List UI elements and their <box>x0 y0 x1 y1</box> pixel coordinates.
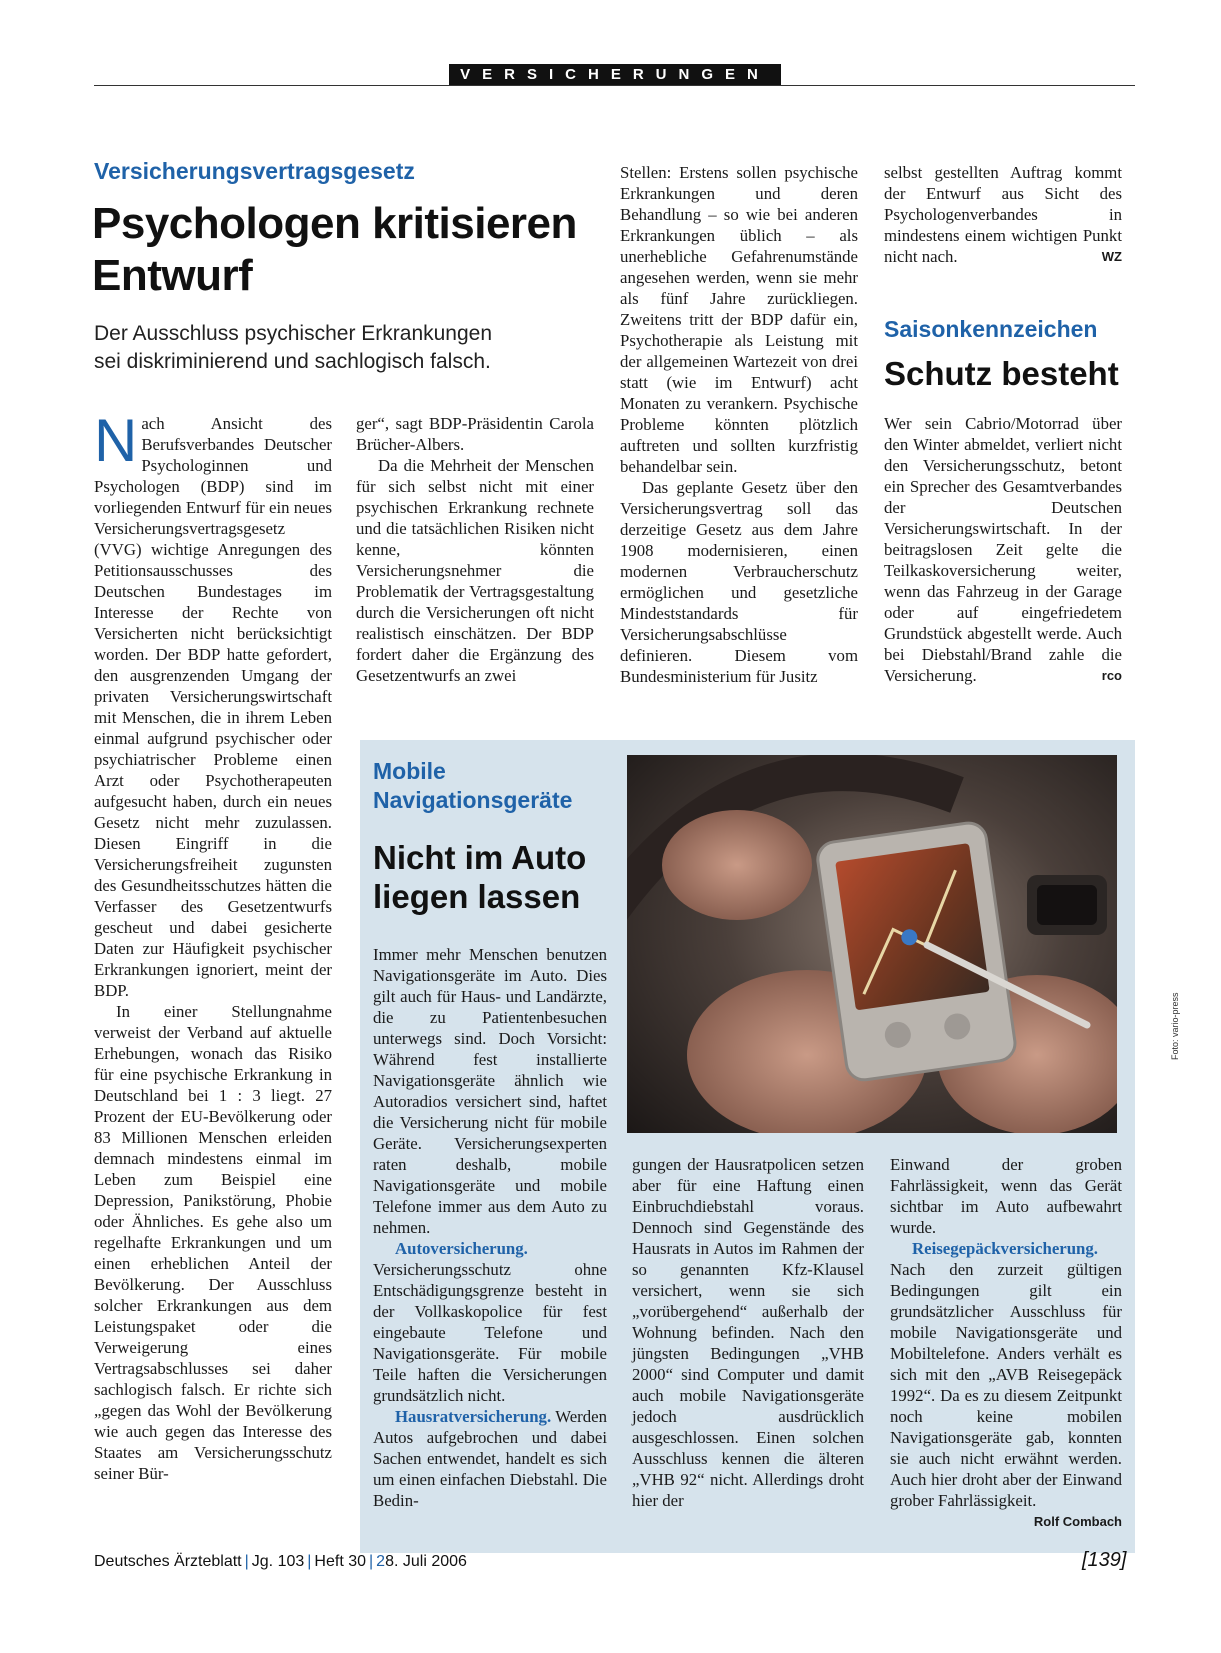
article3-headline <box>373 838 586 916</box>
article1-col1-paragraph2: In einer Stellungnahme verweist der Verband auf aktuelle Erhebungen, wonach das Risiko für eine psychische Erkrankung in Deutschland bei 1 : 3 liegt. 27 Prozent der EU-Bevölkerung oder 83 Millionen Menschen erleiden demnach mindestens einmal im Leben zum Beispiel eine Depression, Panikstörung, Phobie oder Ähnliches. Es gehe also um regelhafte Erkrankungen und um einen erheblichen Anteil der Bevölkerung. Der Ausschluss solcher Erkrankungen aus dem Leistungspaket oder die Verweigerung eines Vertragsabschlusses sei daher sachlogisch falsch. Er richte sich „gegen das Wohl der Bevölkerung wie auch gegen das Interesse des Staates am Versicherungsschutz seiner Bür- <box>94 1002 332 1483</box>
article1-deck <box>94 320 492 376</box>
autoversicherung-heading: Autoversicherung. <box>395 1239 528 1258</box>
article3-col2-paragraph1: gungen der Hausratpolicen setzen aber für eine Haftung einen Einbruchdiebstahl voraus. Dennoch sind Gegenstände des Hausrats in Autos im Rahmen der so genannten Kfz-Klausel versichert, wenn sie sich „vorübergehend“ außerhalb der Wohnung befinden. Nach den jüngsten Bedingungen „VHB 2000“ sind Computer und damit auch mobile Navigationsgeräte jedoch ausdrücklich ausgeschlossen. Einen solchen Ausschluss kennen die älteren „VHB 92“ nicht. Allerdings droht hier der <box>632 1155 864 1510</box>
footer-journal: Deutsches Ärzteblatt <box>94 1553 242 1570</box>
article3-column-2 <box>632 1154 864 1511</box>
article3-headline-line2: liegen lassen <box>373 878 581 915</box>
article1-column-2 <box>356 413 594 686</box>
article1-column-4 <box>884 162 1122 267</box>
article1-col2-paragraph2: Da die Mehrheit der Menschen für sich selbst nicht mit einer psychischen Erkrankung rechnete und die tatsächlichen Risiken nicht kenne, könnten Versicherungsnehmer die Problematik der Vertragsgestaltung durch die Versicherungen oft nicht realistisch einschätzen. Der BDP fordert daher die Ergänzung des Gesetzentwurfs an zwei <box>356 456 594 685</box>
article3-col1-paragraph2: Versicherungsschutz ohne Entschädigungsgrenze besteht in der Vollkaskopolice für fest eingebaute Telefone und Navigationsgeräte. Für mobile Teile haften die Versicherungen grundsätzlich nicht. <box>373 1260 607 1405</box>
article1-signature: WZ <box>1101 249 1122 264</box>
article1-col4-paragraph1: selbst gestellten Auftrag kommt der Entwurf aus Sicht des Psychologenverbandes in mindestens einem wichtigen Punkt nicht nach. <box>884 163 1122 266</box>
photo-illustration <box>627 755 1117 1133</box>
article1-headline-line1: Psychologen kritisieren <box>92 199 577 248</box>
hausratversicherung-heading: Hausratversicherung. <box>395 1407 552 1426</box>
navigation-device-photo <box>627 755 1117 1133</box>
footer-citation: Deutsches Ärzteblatt | Jg. 103 | Heft 30 | 28. Juli 2006 <box>94 1553 467 1570</box>
article2-kicker: Saisonkennzeichen <box>884 316 1098 342</box>
article1-col3-paragraph2: Das geplante Gesetz über den Versicherungsvertrag soll das derzeitige Gesetz aus dem Jahre 1908 modernisieren, einen modernen Verbraucherschutz ermöglichen und gesetzliche Mindeststandards für Versicherungsabschlüsse definieren. Diesem vom Bundesministerium für Jusitz <box>620 478 858 686</box>
article3-kicker <box>373 757 572 815</box>
article3-signature: Rolf Combach <box>1033 1514 1122 1529</box>
article3-col3-paragraph1: Einwand der groben Fahrlässigkeit, wenn das Gerät sichtbar im Auto aufbewahrt wurde. <box>890 1155 1122 1237</box>
footer-date-highlight: 2 <box>376 1553 386 1570</box>
article1-deck-line1: Der Ausschluss psychischer Erkrankungen <box>94 322 493 345</box>
article1-column-1 <box>94 407 332 1484</box>
article3-kicker-line1: Mobile <box>373 758 446 784</box>
dropcap: N <box>94 407 138 474</box>
article2-body <box>884 413 1122 686</box>
article1-col1-paragraph1: ach Ansicht des Berufsverbandes Deutscher Psychologinnen und Psychologen (BDP) sind im vorliegenden Entwurf für ein neues Versicherungsvertragsgesetz (VVG) wichtige Anregungen des Petitionsausschusses des Deutschen Bundestages im Interesse der Rechte von Versicherten nicht berücksichtigt worden. Der BDP hatte gefordert, den ausgrenzenden Umgang der privaten Versicherungswirtschaft mit Menschen, die in ihrem Leben einmal aufgrund psychischer oder psychiatrischer Probleme einen Arzt oder Psychotherapeuten aufgesucht haben, durch ein neues Gesetz nicht mehr zuzulassen. Diesen Eingriff in die Versicherungsfreiheit zugunsten des Gesundheitsschutzes hätten die Verfasser des Gesetzentwurfs gescheut und dabei gesicherte Daten zur Häufigkeit psychischer Erkrankungen ignoriert, meint der BDP. <box>94 414 332 1000</box>
footer-date: 8. Juli 2006 <box>385 1553 467 1570</box>
article1-col2-paragraph1: ger“, sagt BDP-Präsidentin Carola Brücher-Albers. <box>356 414 594 454</box>
article1-col3-paragraph1: Stellen: Erstens sollen psychische Erkrankungen und deren Behandlung – so wie bei anderen Erkrankungen üblich – als unerhebliche Gefahrenumstände angesehen werden, wenn sie mehr als fünf Jahre zurückliegen. Zweitens tritt der BDP dafür ein, Psychotherapie als Leistung mit der allgemeinen Wartezeit von drei statt (wie im Entwurf) acht Monaten zu verankern. Psychische Probleme könnten plötzlich auftreten und sollten kurzfristig behandelbar sein. <box>620 163 858 476</box>
article3-headline-line1: Nicht im Auto <box>373 839 587 876</box>
reisegepaeckversicherung-heading: Reisegepäckversicherung. <box>912 1239 1098 1258</box>
article2-paragraph: Wer sein Cabrio/Motorrad über den Winter abmeldet, verliert nicht den Versicherungsschutz, betont ein Sprecher des Gesamtverbandes der Deutschen Versicherungswirtschaft. In der beitragslosen Zeit gelte die Teilkaskoversicherung weiter, wenn das Fahrzeug in der Garage oder auf eingefriedetem Grundstück abgestellt werde. Auch bei Diebstahl/Brand zahle die Versicherung. <box>884 414 1122 685</box>
article1-deck-line2: sei diskriminierend und sachlogisch falsch. <box>94 350 491 373</box>
article1-kicker: Versicherungsvertragsgesetz <box>94 158 415 184</box>
photo-credit: Foto: vario-press <box>1170 992 1180 1060</box>
section-label: VERSICHERUNGEN <box>449 64 781 85</box>
article1-headline-line2: Entwurf <box>92 251 253 300</box>
article1-headline <box>92 198 577 302</box>
header-rule <box>94 85 1135 86</box>
article1-column-3 <box>620 162 858 687</box>
article2-signature: rco <box>1101 668 1122 683</box>
footer-issue: Heft 30 <box>314 1553 367 1570</box>
article3-kicker-line2: Navigationsgeräte <box>373 787 573 813</box>
article3-col1-paragraph1: Immer mehr Menschen benutzen Navigationsgeräte im Auto. Dies gilt auch für Haus- und Landärzte, die zu Patientenbesuchen unterwegs sind. Doch Vorsicht: Während fest installierte Navigationsgeräte ähnlich wie Autoradios versichert sind, haftet die Versicherung nicht für mobile Geräte. Versicherungsexperten raten deshalb, mobile Navigationsgeräte und mobile Telefone immer aus dem Auto zu nehmen. <box>373 945 607 1237</box>
article3-col1-paragraph3: Werden Autos aufgebrochen und dabei Sachen entwendet, handelt es sich um einen einfachen Diebstahl. Die Bedin- <box>373 1407 607 1510</box>
article3-col3-paragraph2: Nach den zurzeit gültigen Bedingungen gilt ein grundsätzlicher Ausschluss für mobile Navigationsgeräte und Mobiltelefone. Anders verhält es sich mit den „AVB Reisegepäck 1992“. Da es zu diesem Zeitpunkt noch keine mobilen Navigationsgeräte gab, konnten sie auch nicht erwähnt werden. Auch hier droht aber der Einwand grober Fahrlässigkeit. <box>890 1260 1122 1510</box>
footer-volume: Jg. 103 <box>251 1553 305 1570</box>
page-number: [139] <box>1082 1549 1127 1571</box>
article2-headline: Schutz besteht <box>884 355 1119 392</box>
article3-column-1 <box>373 944 607 1511</box>
article3-column-3 <box>890 1154 1122 1532</box>
